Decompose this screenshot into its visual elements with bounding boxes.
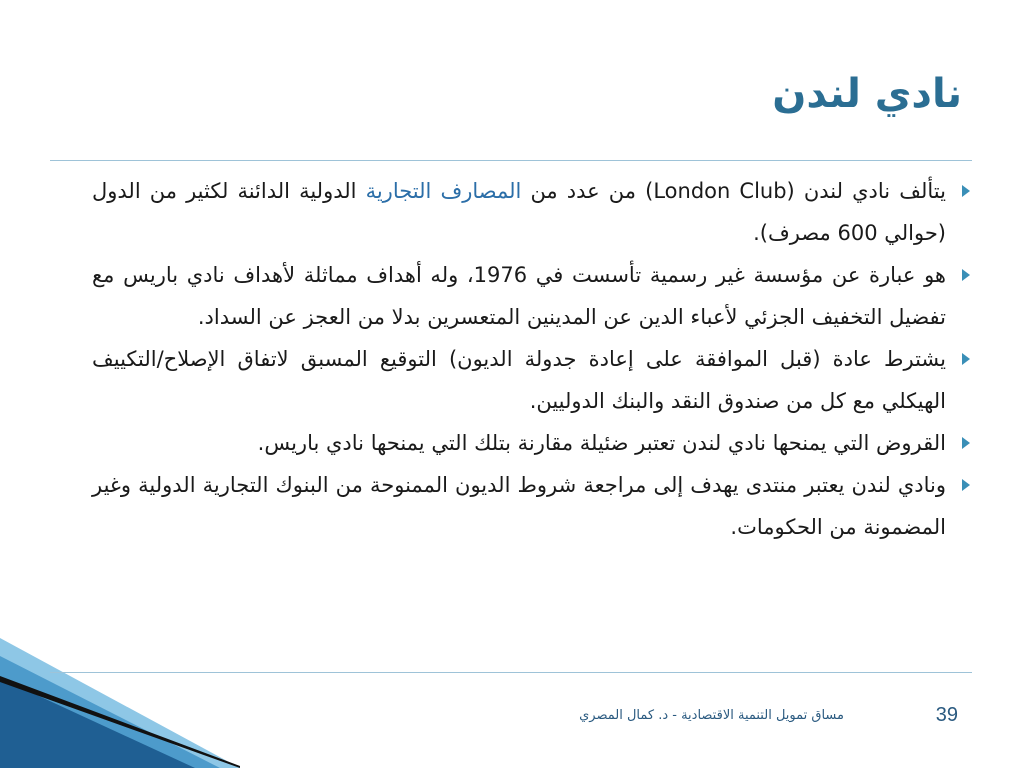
page-number: 39 — [935, 704, 958, 726]
triangle-bullet-icon — [962, 353, 970, 365]
bullet-text: ونادي لندن يعتبر منتدى يهدف إلى مراجعة شروط الديون الممنوحة من البنوك التجارية الدولية وغير المضمونة من الحكومات. — [92, 473, 946, 539]
bullet-text-part: الدولية الدائنة لكثير من الدول (حوالي 600 مصرف). — [92, 179, 946, 245]
bullet-item — [92, 254, 972, 338]
bullet-text-part: يتألف نادي لندن ( — [786, 179, 946, 203]
triangle-bullet-icon — [962, 437, 970, 449]
footer-course-title: مساق تمويل التنمية الاقتصادية - د. كمال المصري — [579, 708, 844, 723]
highlighted-term: المصارف التجارية — [365, 179, 522, 203]
footer-divider — [50, 672, 972, 673]
triangle-bullet-icon — [962, 269, 970, 281]
bullet-list — [92, 170, 972, 548]
triangle-bullet-icon — [962, 185, 970, 197]
english-term: London Club — [653, 179, 787, 203]
bullet-text: يشترط عادة (قبل الموافقة على إعادة جدولة الديون) التوقيع المسبق لاتفاق الإصلاح/التكييف الهيكلي مع كل من صندوق النقد والبنك الدوليين. — [92, 347, 946, 413]
bullet-text: القروض التي يمنحها نادي لندن تعتبر ضئيلة مقارنة بتلك التي يمنحها نادي باريس. — [257, 431, 946, 455]
bullet-item — [92, 170, 972, 254]
bullet-text-part: ) من عدد من — [521, 179, 654, 203]
bullet-item — [92, 464, 972, 548]
slide-title: نادي لندن — [772, 71, 962, 117]
bullet-item — [92, 338, 972, 422]
bullet-text: هو عبارة عن مؤسسة غير رسمية تأسست في 1976، وله أهداف مماثلة لأهداف نادي باريس مع تفضيل التخفيف الجزئي لأعباء الدين عن المدينين المتعسرين بدلا من العجز عن السداد. — [92, 263, 946, 329]
decorative-swoosh — [0, 620, 240, 768]
bullet-item — [92, 422, 972, 464]
triangle-bullet-icon — [962, 479, 970, 491]
title-divider — [50, 160, 972, 161]
